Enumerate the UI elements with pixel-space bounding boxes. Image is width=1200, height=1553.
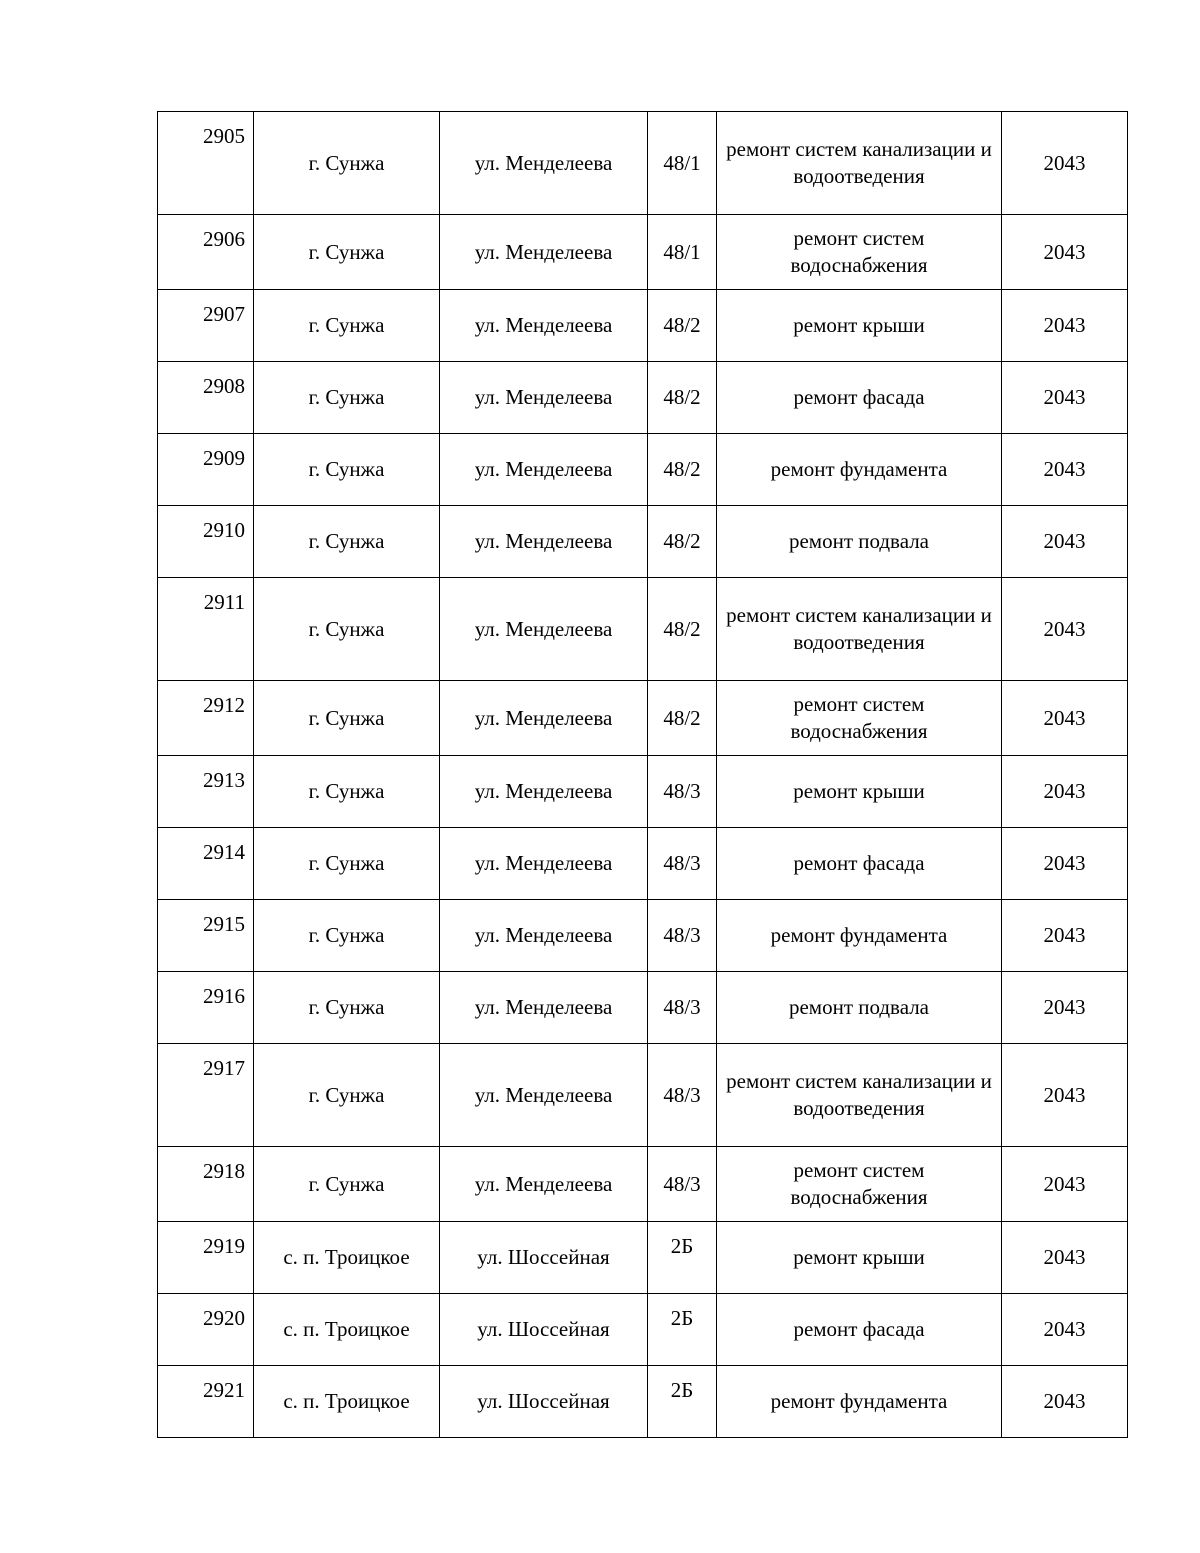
locality-cell: с. п. Троицкое — [254, 1222, 440, 1294]
table-row — [158, 434, 1128, 506]
street-cell: ул. Менделеева — [440, 900, 648, 972]
street-cell: ул. Менделеева — [440, 290, 648, 362]
house-cell: 48/2 — [648, 362, 717, 434]
row-number: 2906 — [158, 215, 254, 290]
year-cell: 2043 — [1002, 434, 1128, 506]
street-cell: ул. Менделеева — [440, 756, 648, 828]
row-number: 2918 — [158, 1147, 254, 1222]
house-cell: 2Б — [648, 1294, 717, 1366]
locality-cell: г. Сунжа — [254, 828, 440, 900]
work-type-cell: ремонт крыши — [717, 1222, 1002, 1294]
street-cell: ул. Менделеева — [440, 1147, 648, 1222]
row-number: 2921 — [158, 1366, 254, 1438]
table-row — [158, 1294, 1128, 1366]
house-cell: 48/3 — [648, 828, 717, 900]
locality-cell: с. п. Троицкое — [254, 1294, 440, 1366]
work-type-cell: ремонт фундамента — [717, 434, 1002, 506]
year-cell: 2043 — [1002, 290, 1128, 362]
table-row — [158, 1147, 1128, 1222]
work-type-cell: ремонт фасада — [717, 362, 1002, 434]
repair-schedule-table — [157, 111, 1128, 1438]
house-cell: 48/3 — [648, 1147, 717, 1222]
table-row — [158, 362, 1128, 434]
locality-cell: г. Сунжа — [254, 290, 440, 362]
street-cell: ул. Шоссейная — [440, 1366, 648, 1438]
row-number: 2913 — [158, 756, 254, 828]
year-cell: 2043 — [1002, 1147, 1128, 1222]
street-cell: ул. Менделеева — [440, 578, 648, 681]
row-number: 2919 — [158, 1222, 254, 1294]
work-type-cell: ремонт фундамента — [717, 1366, 1002, 1438]
locality-cell: г. Сунжа — [254, 756, 440, 828]
year-cell: 2043 — [1002, 1366, 1128, 1438]
row-number: 2905 — [158, 112, 254, 215]
house-cell: 48/3 — [648, 900, 717, 972]
street-cell: ул. Шоссейная — [440, 1222, 648, 1294]
table-row — [158, 215, 1128, 290]
year-cell: 2043 — [1002, 1294, 1128, 1366]
table-row — [158, 900, 1128, 972]
locality-cell: г. Сунжа — [254, 362, 440, 434]
locality-cell: г. Сунжа — [254, 681, 440, 756]
year-cell: 2043 — [1002, 215, 1128, 290]
row-number: 2909 — [158, 434, 254, 506]
house-cell: 2Б — [648, 1222, 717, 1294]
work-type-cell: ремонт крыши — [717, 756, 1002, 828]
table-row — [158, 578, 1128, 681]
street-cell: ул. Менделеева — [440, 506, 648, 578]
street-cell: ул. Менделеева — [440, 1044, 648, 1147]
work-type-cell: ремонт систем водоснабжения — [717, 1147, 1002, 1222]
street-cell: ул. Менделеева — [440, 215, 648, 290]
house-cell: 48/1 — [648, 112, 717, 215]
work-type-cell: ремонт систем канализации и водоотведения — [717, 578, 1002, 681]
table-row — [158, 756, 1128, 828]
work-type-cell: ремонт подвала — [717, 972, 1002, 1044]
house-cell: 48/2 — [648, 506, 717, 578]
year-cell: 2043 — [1002, 681, 1128, 756]
table-row — [158, 972, 1128, 1044]
work-type-cell: ремонт фундамента — [717, 900, 1002, 972]
year-cell: 2043 — [1002, 756, 1128, 828]
year-cell: 2043 — [1002, 362, 1128, 434]
work-type-cell: ремонт систем водоснабжения — [717, 215, 1002, 290]
row-number: 2914 — [158, 828, 254, 900]
house-cell: 48/2 — [648, 578, 717, 681]
table-row — [158, 1044, 1128, 1147]
row-number: 2920 — [158, 1294, 254, 1366]
locality-cell: г. Сунжа — [254, 900, 440, 972]
locality-cell: г. Сунжа — [254, 112, 440, 215]
locality-cell: г. Сунжа — [254, 578, 440, 681]
work-type-cell: ремонт систем водоснабжения — [717, 681, 1002, 756]
house-cell: 48/2 — [648, 434, 717, 506]
row-number: 2915 — [158, 900, 254, 972]
work-type-cell: ремонт систем канализации и водоотведения — [717, 112, 1002, 215]
locality-cell: г. Сунжа — [254, 1044, 440, 1147]
table-row — [158, 112, 1128, 215]
table-row — [158, 506, 1128, 578]
year-cell: 2043 — [1002, 1222, 1128, 1294]
year-cell: 2043 — [1002, 578, 1128, 681]
house-cell: 2Б — [648, 1366, 717, 1438]
year-cell: 2043 — [1002, 900, 1128, 972]
row-number: 2908 — [158, 362, 254, 434]
locality-cell: г. Сунжа — [254, 434, 440, 506]
house-cell: 48/3 — [648, 1044, 717, 1147]
street-cell: ул. Менделеева — [440, 972, 648, 1044]
locality-cell: г. Сунжа — [254, 972, 440, 1044]
house-cell: 48/2 — [648, 681, 717, 756]
street-cell: ул. Шоссейная — [440, 1294, 648, 1366]
house-cell: 48/2 — [648, 290, 717, 362]
year-cell: 2043 — [1002, 506, 1128, 578]
year-cell: 2043 — [1002, 972, 1128, 1044]
row-number: 2916 — [158, 972, 254, 1044]
row-number: 2917 — [158, 1044, 254, 1147]
house-cell: 48/3 — [648, 972, 717, 1044]
table-row — [158, 290, 1128, 362]
year-cell: 2043 — [1002, 828, 1128, 900]
work-type-cell: ремонт фасада — [717, 828, 1002, 900]
locality-cell: г. Сунжа — [254, 215, 440, 290]
street-cell: ул. Менделеева — [440, 362, 648, 434]
house-cell: 48/1 — [648, 215, 717, 290]
street-cell: ул. Менделеева — [440, 681, 648, 756]
house-cell: 48/3 — [648, 756, 717, 828]
work-type-cell: ремонт фасада — [717, 1294, 1002, 1366]
year-cell: 2043 — [1002, 112, 1128, 215]
row-number: 2912 — [158, 681, 254, 756]
street-cell: ул. Менделеева — [440, 828, 648, 900]
table-row — [158, 681, 1128, 756]
locality-cell: г. Сунжа — [254, 506, 440, 578]
street-cell: ул. Менделеева — [440, 434, 648, 506]
table-row — [158, 828, 1128, 900]
row-number: 2911 — [158, 578, 254, 681]
row-number: 2910 — [158, 506, 254, 578]
table-row — [158, 1366, 1128, 1438]
work-type-cell: ремонт подвала — [717, 506, 1002, 578]
row-number: 2907 — [158, 290, 254, 362]
locality-cell: с. п. Троицкое — [254, 1366, 440, 1438]
locality-cell: г. Сунжа — [254, 1147, 440, 1222]
work-type-cell: ремонт систем канализации и водоотведения — [717, 1044, 1002, 1147]
table-row — [158, 1222, 1128, 1294]
work-type-cell: ремонт крыши — [717, 290, 1002, 362]
year-cell: 2043 — [1002, 1044, 1128, 1147]
street-cell: ул. Менделеева — [440, 112, 648, 215]
